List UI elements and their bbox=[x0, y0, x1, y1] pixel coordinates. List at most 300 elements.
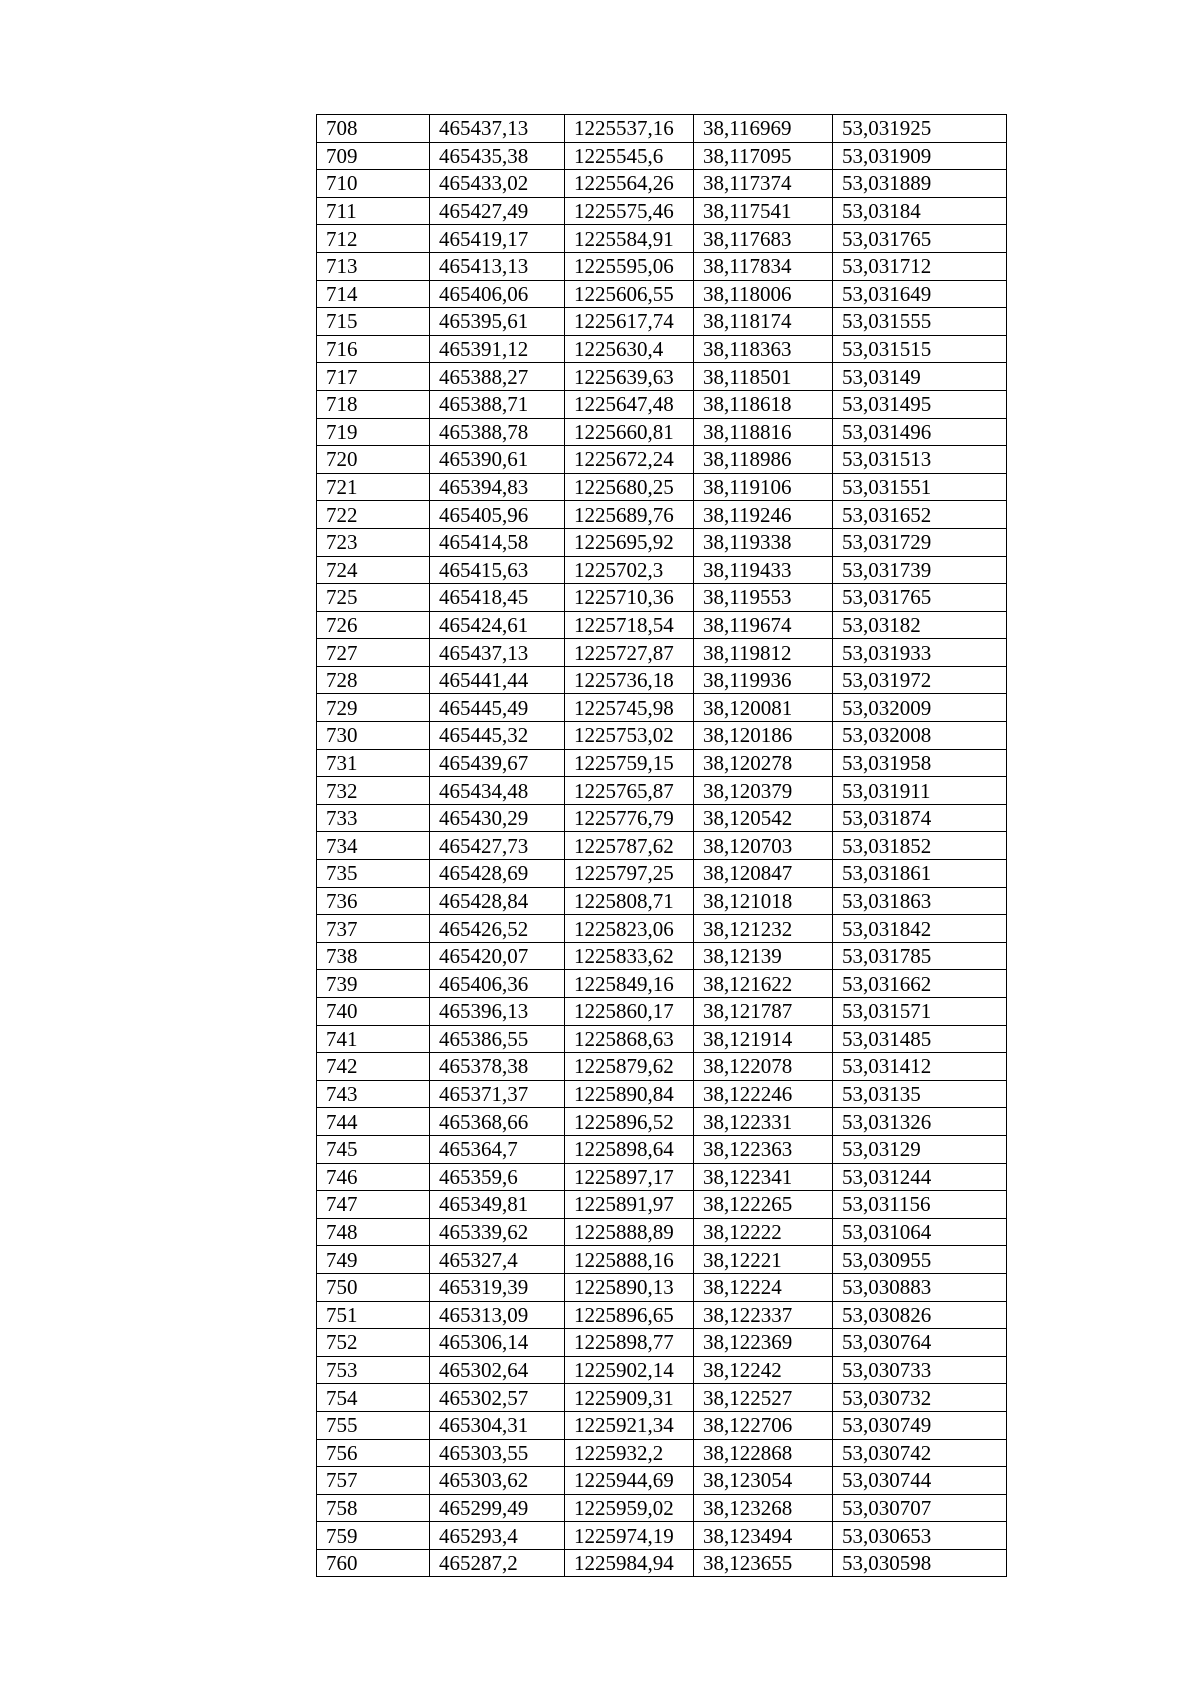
latitude-cell: 53,031972 bbox=[833, 666, 1007, 694]
longitude-cell: 38,118174 bbox=[694, 308, 833, 336]
latitude-cell: 53,031874 bbox=[833, 804, 1007, 832]
point-number-cell: 746 bbox=[317, 1163, 430, 1191]
y-coordinate-cell: 1225974,19 bbox=[565, 1522, 694, 1550]
x-coordinate-cell: 465394,83 bbox=[430, 473, 565, 501]
latitude-cell: 53,03135 bbox=[833, 1080, 1007, 1108]
table-row bbox=[317, 1108, 1007, 1136]
point-number-cell: 749 bbox=[317, 1246, 430, 1274]
x-coordinate-cell: 465406,36 bbox=[430, 970, 565, 998]
latitude-cell: 53,031652 bbox=[833, 501, 1007, 529]
latitude-cell: 53,030732 bbox=[833, 1384, 1007, 1412]
longitude-cell: 38,121787 bbox=[694, 998, 833, 1026]
y-coordinate-cell: 1225575,46 bbox=[565, 197, 694, 225]
latitude-cell: 53,031551 bbox=[833, 473, 1007, 501]
x-coordinate-cell: 465327,4 bbox=[430, 1246, 565, 1274]
point-number-cell: 756 bbox=[317, 1439, 430, 1467]
y-coordinate-cell: 1225808,71 bbox=[565, 887, 694, 915]
table-row bbox=[317, 280, 1007, 308]
latitude-cell: 53,031485 bbox=[833, 1025, 1007, 1053]
table-row bbox=[317, 390, 1007, 418]
latitude-cell: 53,031662 bbox=[833, 970, 1007, 998]
x-coordinate-cell: 465287,2 bbox=[430, 1549, 565, 1577]
point-number-cell: 753 bbox=[317, 1356, 430, 1384]
longitude-cell: 38,123655 bbox=[694, 1549, 833, 1577]
point-number-cell: 733 bbox=[317, 804, 430, 832]
point-number-cell: 721 bbox=[317, 473, 430, 501]
table-row bbox=[317, 1191, 1007, 1219]
latitude-cell: 53,030764 bbox=[833, 1329, 1007, 1357]
latitude-cell: 53,031326 bbox=[833, 1108, 1007, 1136]
point-number-cell: 745 bbox=[317, 1135, 430, 1163]
point-number-cell: 736 bbox=[317, 887, 430, 915]
longitude-cell: 38,120542 bbox=[694, 804, 833, 832]
x-coordinate-cell: 465303,62 bbox=[430, 1467, 565, 1495]
table-row bbox=[317, 115, 1007, 143]
x-coordinate-cell: 465406,06 bbox=[430, 280, 565, 308]
longitude-cell: 38,123054 bbox=[694, 1467, 833, 1495]
latitude-cell: 53,031958 bbox=[833, 749, 1007, 777]
longitude-cell: 38,117683 bbox=[694, 225, 833, 253]
longitude-cell: 38,117541 bbox=[694, 197, 833, 225]
table-row bbox=[317, 197, 1007, 225]
longitude-cell: 38,119433 bbox=[694, 556, 833, 584]
table-row bbox=[317, 473, 1007, 501]
x-coordinate-cell: 465426,52 bbox=[430, 915, 565, 943]
y-coordinate-cell: 1225921,34 bbox=[565, 1411, 694, 1439]
table-row bbox=[317, 1246, 1007, 1274]
longitude-cell: 38,117374 bbox=[694, 170, 833, 198]
x-coordinate-cell: 465371,37 bbox=[430, 1080, 565, 1108]
y-coordinate-cell: 1225860,17 bbox=[565, 998, 694, 1026]
x-coordinate-cell: 465388,71 bbox=[430, 390, 565, 418]
y-coordinate-cell: 1225888,16 bbox=[565, 1246, 694, 1274]
table-row bbox=[317, 170, 1007, 198]
y-coordinate-cell: 1225898,77 bbox=[565, 1329, 694, 1357]
table-row bbox=[317, 639, 1007, 667]
latitude-cell: 53,032009 bbox=[833, 694, 1007, 722]
latitude-cell: 53,030749 bbox=[833, 1411, 1007, 1439]
longitude-cell: 38,119106 bbox=[694, 473, 833, 501]
point-number-cell: 715 bbox=[317, 308, 430, 336]
x-coordinate-cell: 465299,49 bbox=[430, 1494, 565, 1522]
y-coordinate-cell: 1225630,4 bbox=[565, 335, 694, 363]
table-row bbox=[317, 142, 1007, 170]
x-coordinate-cell: 465430,29 bbox=[430, 804, 565, 832]
x-coordinate-cell: 465339,62 bbox=[430, 1218, 565, 1246]
point-number-cell: 723 bbox=[317, 528, 430, 556]
latitude-cell: 53,031765 bbox=[833, 225, 1007, 253]
point-number-cell: 725 bbox=[317, 584, 430, 612]
longitude-cell: 38,122706 bbox=[694, 1411, 833, 1439]
table-row bbox=[317, 1467, 1007, 1495]
point-number-cell: 728 bbox=[317, 666, 430, 694]
table-row bbox=[317, 1163, 1007, 1191]
longitude-cell: 38,122868 bbox=[694, 1439, 833, 1467]
x-coordinate-cell: 465306,14 bbox=[430, 1329, 565, 1357]
latitude-cell: 53,030733 bbox=[833, 1356, 1007, 1384]
point-number-cell: 755 bbox=[317, 1411, 430, 1439]
x-coordinate-cell: 465395,61 bbox=[430, 308, 565, 336]
point-number-cell: 739 bbox=[317, 970, 430, 998]
point-number-cell: 731 bbox=[317, 749, 430, 777]
point-number-cell: 747 bbox=[317, 1191, 430, 1219]
table-row bbox=[317, 915, 1007, 943]
table-row bbox=[317, 501, 1007, 529]
y-coordinate-cell: 1225584,91 bbox=[565, 225, 694, 253]
x-coordinate-cell: 465441,44 bbox=[430, 666, 565, 694]
point-number-cell: 717 bbox=[317, 363, 430, 391]
table-row bbox=[317, 446, 1007, 474]
table-row bbox=[317, 1411, 1007, 1439]
point-number-cell: 719 bbox=[317, 418, 430, 446]
x-coordinate-cell: 465427,49 bbox=[430, 197, 565, 225]
y-coordinate-cell: 1225695,92 bbox=[565, 528, 694, 556]
y-coordinate-cell: 1225745,98 bbox=[565, 694, 694, 722]
latitude-cell: 53,030955 bbox=[833, 1246, 1007, 1274]
point-number-cell: 716 bbox=[317, 335, 430, 363]
latitude-cell: 53,031515 bbox=[833, 335, 1007, 363]
latitude-cell: 53,03129 bbox=[833, 1135, 1007, 1163]
longitude-cell: 38,118618 bbox=[694, 390, 833, 418]
x-coordinate-cell: 465433,02 bbox=[430, 170, 565, 198]
longitude-cell: 38,117095 bbox=[694, 142, 833, 170]
table-row bbox=[317, 694, 1007, 722]
point-number-cell: 726 bbox=[317, 611, 430, 639]
y-coordinate-cell: 1225718,54 bbox=[565, 611, 694, 639]
latitude-cell: 53,031649 bbox=[833, 280, 1007, 308]
table-row bbox=[317, 225, 1007, 253]
x-coordinate-cell: 465304,31 bbox=[430, 1411, 565, 1439]
point-number-cell: 724 bbox=[317, 556, 430, 584]
point-number-cell: 709 bbox=[317, 142, 430, 170]
table-row bbox=[317, 860, 1007, 888]
x-coordinate-cell: 465415,63 bbox=[430, 556, 565, 584]
longitude-cell: 38,118816 bbox=[694, 418, 833, 446]
y-coordinate-cell: 1225710,36 bbox=[565, 584, 694, 612]
longitude-cell: 38,119936 bbox=[694, 666, 833, 694]
longitude-cell: 38,12224 bbox=[694, 1273, 833, 1301]
longitude-cell: 38,123268 bbox=[694, 1494, 833, 1522]
y-coordinate-cell: 1225753,02 bbox=[565, 722, 694, 750]
y-coordinate-cell: 1225736,18 bbox=[565, 666, 694, 694]
x-coordinate-cell: 465414,58 bbox=[430, 528, 565, 556]
point-number-cell: 751 bbox=[317, 1301, 430, 1329]
table-row bbox=[317, 1080, 1007, 1108]
table-row bbox=[317, 584, 1007, 612]
latitude-cell: 53,031909 bbox=[833, 142, 1007, 170]
y-coordinate-cell: 1225823,06 bbox=[565, 915, 694, 943]
latitude-cell: 53,031513 bbox=[833, 446, 1007, 474]
y-coordinate-cell: 1225595,06 bbox=[565, 252, 694, 280]
table-row bbox=[317, 942, 1007, 970]
table-row bbox=[317, 749, 1007, 777]
point-number-cell: 758 bbox=[317, 1494, 430, 1522]
table-row bbox=[317, 1273, 1007, 1301]
longitude-cell: 38,12242 bbox=[694, 1356, 833, 1384]
x-coordinate-cell: 465428,84 bbox=[430, 887, 565, 915]
latitude-cell: 53,031571 bbox=[833, 998, 1007, 1026]
y-coordinate-cell: 1225765,87 bbox=[565, 777, 694, 805]
longitude-cell: 38,118006 bbox=[694, 280, 833, 308]
latitude-cell: 53,030883 bbox=[833, 1273, 1007, 1301]
latitude-cell: 53,030826 bbox=[833, 1301, 1007, 1329]
table-row bbox=[317, 1053, 1007, 1081]
latitude-cell: 53,031729 bbox=[833, 528, 1007, 556]
point-number-cell: 718 bbox=[317, 390, 430, 418]
y-coordinate-cell: 1225727,87 bbox=[565, 639, 694, 667]
latitude-cell: 53,031064 bbox=[833, 1218, 1007, 1246]
x-coordinate-cell: 465437,13 bbox=[430, 115, 565, 143]
latitude-cell: 53,031555 bbox=[833, 308, 1007, 336]
x-coordinate-cell: 465390,61 bbox=[430, 446, 565, 474]
table-row bbox=[317, 252, 1007, 280]
y-coordinate-cell: 1225909,31 bbox=[565, 1384, 694, 1412]
y-coordinate-cell: 1225890,13 bbox=[565, 1273, 694, 1301]
latitude-cell: 53,031156 bbox=[833, 1191, 1007, 1219]
longitude-cell: 38,119246 bbox=[694, 501, 833, 529]
y-coordinate-cell: 1225660,81 bbox=[565, 418, 694, 446]
y-coordinate-cell: 1225537,16 bbox=[565, 115, 694, 143]
longitude-cell: 38,118986 bbox=[694, 446, 833, 474]
point-number-cell: 759 bbox=[317, 1522, 430, 1550]
longitude-cell: 38,121622 bbox=[694, 970, 833, 998]
point-number-cell: 737 bbox=[317, 915, 430, 943]
x-coordinate-cell: 465293,4 bbox=[430, 1522, 565, 1550]
x-coordinate-cell: 465386,55 bbox=[430, 1025, 565, 1053]
point-number-cell: 713 bbox=[317, 252, 430, 280]
y-coordinate-cell: 1225639,63 bbox=[565, 363, 694, 391]
longitude-cell: 38,116969 bbox=[694, 115, 833, 143]
x-coordinate-cell: 465418,45 bbox=[430, 584, 565, 612]
table-row bbox=[317, 666, 1007, 694]
y-coordinate-cell: 1225564,26 bbox=[565, 170, 694, 198]
point-number-cell: 729 bbox=[317, 694, 430, 722]
latitude-cell: 53,030653 bbox=[833, 1522, 1007, 1550]
y-coordinate-cell: 1225944,69 bbox=[565, 1467, 694, 1495]
coordinates-table-body bbox=[317, 115, 1007, 1577]
y-coordinate-cell: 1225890,84 bbox=[565, 1080, 694, 1108]
latitude-cell: 53,031785 bbox=[833, 942, 1007, 970]
table-row bbox=[317, 1329, 1007, 1357]
point-number-cell: 760 bbox=[317, 1549, 430, 1577]
longitude-cell: 38,122246 bbox=[694, 1080, 833, 1108]
point-number-cell: 740 bbox=[317, 998, 430, 1026]
table-row bbox=[317, 1025, 1007, 1053]
table-row bbox=[317, 1301, 1007, 1329]
y-coordinate-cell: 1225787,62 bbox=[565, 832, 694, 860]
latitude-cell: 53,031495 bbox=[833, 390, 1007, 418]
point-number-cell: 754 bbox=[317, 1384, 430, 1412]
x-coordinate-cell: 465424,61 bbox=[430, 611, 565, 639]
longitude-cell: 38,120847 bbox=[694, 860, 833, 888]
longitude-cell: 38,122341 bbox=[694, 1163, 833, 1191]
table-row bbox=[317, 1135, 1007, 1163]
x-coordinate-cell: 465319,39 bbox=[430, 1273, 565, 1301]
y-coordinate-cell: 1225896,65 bbox=[565, 1301, 694, 1329]
x-coordinate-cell: 465368,66 bbox=[430, 1108, 565, 1136]
longitude-cell: 38,122331 bbox=[694, 1108, 833, 1136]
longitude-cell: 38,120081 bbox=[694, 694, 833, 722]
y-coordinate-cell: 1225888,89 bbox=[565, 1218, 694, 1246]
y-coordinate-cell: 1225896,52 bbox=[565, 1108, 694, 1136]
y-coordinate-cell: 1225680,25 bbox=[565, 473, 694, 501]
y-coordinate-cell: 1225868,63 bbox=[565, 1025, 694, 1053]
longitude-cell: 38,123494 bbox=[694, 1522, 833, 1550]
table-row bbox=[317, 1522, 1007, 1550]
table-row bbox=[317, 418, 1007, 446]
y-coordinate-cell: 1225672,24 bbox=[565, 446, 694, 474]
point-number-cell: 730 bbox=[317, 722, 430, 750]
x-coordinate-cell: 465396,13 bbox=[430, 998, 565, 1026]
y-coordinate-cell: 1225898,64 bbox=[565, 1135, 694, 1163]
latitude-cell: 53,030742 bbox=[833, 1439, 1007, 1467]
latitude-cell: 53,03182 bbox=[833, 611, 1007, 639]
latitude-cell: 53,030598 bbox=[833, 1549, 1007, 1577]
coordinates-table bbox=[316, 114, 1007, 1577]
y-coordinate-cell: 1225797,25 bbox=[565, 860, 694, 888]
x-coordinate-cell: 465359,6 bbox=[430, 1163, 565, 1191]
y-coordinate-cell: 1225545,6 bbox=[565, 142, 694, 170]
latitude-cell: 53,03184 bbox=[833, 197, 1007, 225]
latitude-cell: 53,031712 bbox=[833, 252, 1007, 280]
point-number-cell: 742 bbox=[317, 1053, 430, 1081]
x-coordinate-cell: 465427,73 bbox=[430, 832, 565, 860]
longitude-cell: 38,12222 bbox=[694, 1218, 833, 1246]
point-number-cell: 757 bbox=[317, 1467, 430, 1495]
x-coordinate-cell: 465302,64 bbox=[430, 1356, 565, 1384]
y-coordinate-cell: 1225897,17 bbox=[565, 1163, 694, 1191]
table-row bbox=[317, 998, 1007, 1026]
x-coordinate-cell: 465435,38 bbox=[430, 142, 565, 170]
point-number-cell: 732 bbox=[317, 777, 430, 805]
longitude-cell: 38,117834 bbox=[694, 252, 833, 280]
y-coordinate-cell: 1225776,79 bbox=[565, 804, 694, 832]
point-number-cell: 734 bbox=[317, 832, 430, 860]
y-coordinate-cell: 1225702,3 bbox=[565, 556, 694, 584]
longitude-cell: 38,121914 bbox=[694, 1025, 833, 1053]
x-coordinate-cell: 465419,17 bbox=[430, 225, 565, 253]
y-coordinate-cell: 1225617,74 bbox=[565, 308, 694, 336]
longitude-cell: 38,119338 bbox=[694, 528, 833, 556]
latitude-cell: 53,03149 bbox=[833, 363, 1007, 391]
x-coordinate-cell: 465434,48 bbox=[430, 777, 565, 805]
point-number-cell: 711 bbox=[317, 197, 430, 225]
latitude-cell: 53,031412 bbox=[833, 1053, 1007, 1081]
x-coordinate-cell: 465413,13 bbox=[430, 252, 565, 280]
point-number-cell: 752 bbox=[317, 1329, 430, 1357]
point-number-cell: 750 bbox=[317, 1273, 430, 1301]
latitude-cell: 53,031911 bbox=[833, 777, 1007, 805]
longitude-cell: 38,119812 bbox=[694, 639, 833, 667]
latitude-cell: 53,031933 bbox=[833, 639, 1007, 667]
x-coordinate-cell: 465349,81 bbox=[430, 1191, 565, 1219]
longitude-cell: 38,122337 bbox=[694, 1301, 833, 1329]
latitude-cell: 53,031496 bbox=[833, 418, 1007, 446]
point-number-cell: 735 bbox=[317, 860, 430, 888]
table-row bbox=[317, 611, 1007, 639]
latitude-cell: 53,031861 bbox=[833, 860, 1007, 888]
longitude-cell: 38,122078 bbox=[694, 1053, 833, 1081]
x-coordinate-cell: 465388,27 bbox=[430, 363, 565, 391]
point-number-cell: 741 bbox=[317, 1025, 430, 1053]
y-coordinate-cell: 1225647,48 bbox=[565, 390, 694, 418]
table-row bbox=[317, 722, 1007, 750]
table-row bbox=[317, 804, 1007, 832]
latitude-cell: 53,032008 bbox=[833, 722, 1007, 750]
table-row bbox=[317, 556, 1007, 584]
table-row bbox=[317, 1549, 1007, 1577]
x-coordinate-cell: 465313,09 bbox=[430, 1301, 565, 1329]
table-row bbox=[317, 970, 1007, 998]
point-number-cell: 708 bbox=[317, 115, 430, 143]
longitude-cell: 38,12221 bbox=[694, 1246, 833, 1274]
y-coordinate-cell: 1225689,76 bbox=[565, 501, 694, 529]
point-number-cell: 710 bbox=[317, 170, 430, 198]
x-coordinate-cell: 465378,38 bbox=[430, 1053, 565, 1081]
latitude-cell: 53,030707 bbox=[833, 1494, 1007, 1522]
point-number-cell: 738 bbox=[317, 942, 430, 970]
point-number-cell: 712 bbox=[317, 225, 430, 253]
latitude-cell: 53,031244 bbox=[833, 1163, 1007, 1191]
longitude-cell: 38,118363 bbox=[694, 335, 833, 363]
x-coordinate-cell: 465405,96 bbox=[430, 501, 565, 529]
y-coordinate-cell: 1225849,16 bbox=[565, 970, 694, 998]
longitude-cell: 38,120278 bbox=[694, 749, 833, 777]
point-number-cell: 722 bbox=[317, 501, 430, 529]
table-row bbox=[317, 1356, 1007, 1384]
latitude-cell: 53,031889 bbox=[833, 170, 1007, 198]
x-coordinate-cell: 465364,7 bbox=[430, 1135, 565, 1163]
longitude-cell: 38,122265 bbox=[694, 1191, 833, 1219]
longitude-cell: 38,121018 bbox=[694, 887, 833, 915]
longitude-cell: 38,118501 bbox=[694, 363, 833, 391]
longitude-cell: 38,121232 bbox=[694, 915, 833, 943]
y-coordinate-cell: 1225606,55 bbox=[565, 280, 694, 308]
latitude-cell: 53,031739 bbox=[833, 556, 1007, 584]
latitude-cell: 53,031852 bbox=[833, 832, 1007, 860]
latitude-cell: 53,031925 bbox=[833, 115, 1007, 143]
latitude-cell: 53,031765 bbox=[833, 584, 1007, 612]
table-row bbox=[317, 1384, 1007, 1412]
table-row bbox=[317, 308, 1007, 336]
x-coordinate-cell: 465420,07 bbox=[430, 942, 565, 970]
longitude-cell: 38,12139 bbox=[694, 942, 833, 970]
point-number-cell: 720 bbox=[317, 446, 430, 474]
table-row bbox=[317, 1439, 1007, 1467]
x-coordinate-cell: 465388,78 bbox=[430, 418, 565, 446]
table-row bbox=[317, 528, 1007, 556]
longitude-cell: 38,120379 bbox=[694, 777, 833, 805]
x-coordinate-cell: 465428,69 bbox=[430, 860, 565, 888]
latitude-cell: 53,031863 bbox=[833, 887, 1007, 915]
table-row bbox=[317, 832, 1007, 860]
y-coordinate-cell: 1225959,02 bbox=[565, 1494, 694, 1522]
y-coordinate-cell: 1225891,97 bbox=[565, 1191, 694, 1219]
x-coordinate-cell: 465302,57 bbox=[430, 1384, 565, 1412]
point-number-cell: 748 bbox=[317, 1218, 430, 1246]
longitude-cell: 38,122527 bbox=[694, 1384, 833, 1412]
latitude-cell: 53,030744 bbox=[833, 1467, 1007, 1495]
point-number-cell: 744 bbox=[317, 1108, 430, 1136]
y-coordinate-cell: 1225833,62 bbox=[565, 942, 694, 970]
x-coordinate-cell: 465445,49 bbox=[430, 694, 565, 722]
x-coordinate-cell: 465445,32 bbox=[430, 722, 565, 750]
x-coordinate-cell: 465437,13 bbox=[430, 639, 565, 667]
y-coordinate-cell: 1225902,14 bbox=[565, 1356, 694, 1384]
table-row bbox=[317, 335, 1007, 363]
longitude-cell: 38,120703 bbox=[694, 832, 833, 860]
y-coordinate-cell: 1225932,2 bbox=[565, 1439, 694, 1467]
